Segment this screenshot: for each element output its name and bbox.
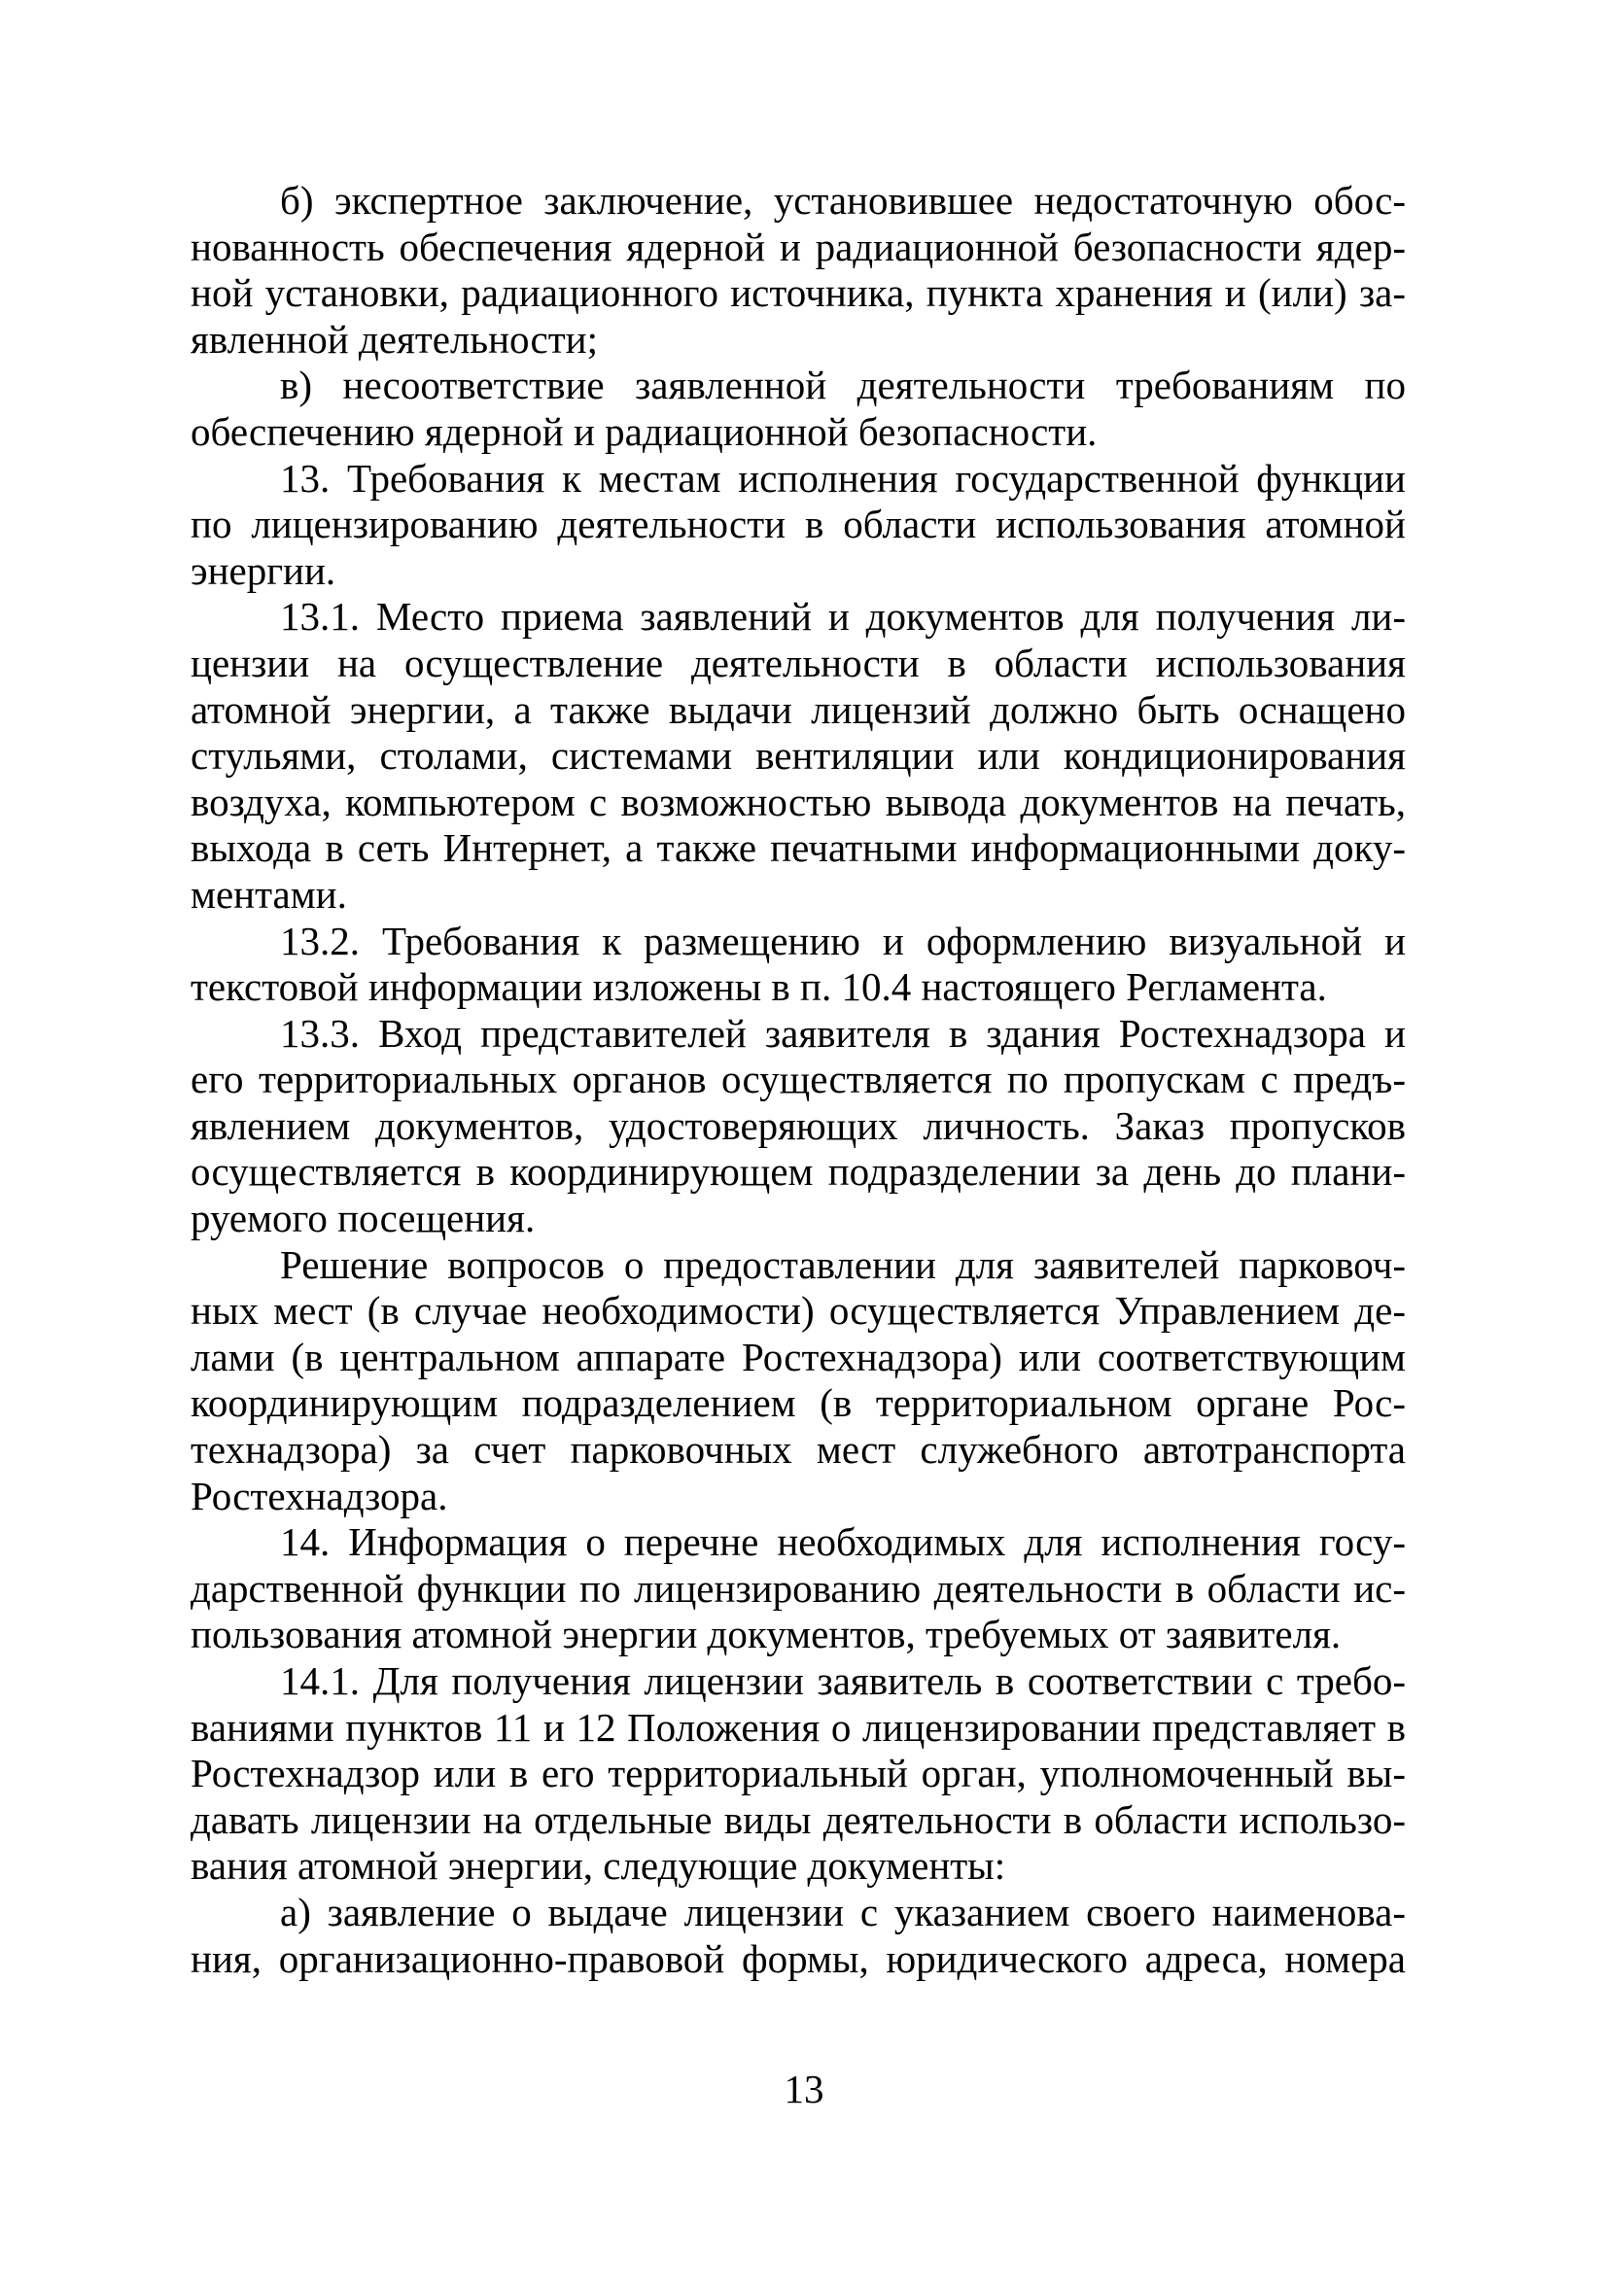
text-line: по лицензированию деятельности в области использования атомной <box>191 502 1406 547</box>
paragraph-v-nonconformity <box>191 363 1406 455</box>
text-line: 13. Требования к местам исполнения государственной функции <box>280 455 1406 501</box>
text-line: 14. Информация о перечне необходимых для исполнения госу- <box>280 1519 1406 1565</box>
text-line: пользования атомной энергии документов, требуемых от заявителя. <box>191 1612 1342 1657</box>
text-line: осуществляется в координирующем подразделении за день до плани- <box>191 1149 1406 1195</box>
paragraph-13-2-visual-info <box>191 919 1406 1011</box>
text-line: явленной деятельности; <box>191 316 599 362</box>
text-line: координирующим подразделением (в территориальном органе Рос- <box>191 1380 1406 1426</box>
text-line: выхода в сеть Интернет, а также печатными информационными доку- <box>191 825 1406 871</box>
page-number: 13 <box>784 2067 824 2111</box>
text-line: руемого посещения. <box>191 1196 536 1241</box>
paragraph-b-expert-conclusion <box>191 178 1406 363</box>
text-line: цензии на осуществление деятельности в области использования <box>191 640 1406 685</box>
text-line: обеспечению ядерной и радиационной безопасности. <box>191 408 1098 454</box>
paragraph-parking <box>191 1242 1406 1520</box>
text-line: ментами. <box>191 871 347 917</box>
text-line: Решение вопросов о предоставлении для заявителей парковоч- <box>280 1241 1406 1287</box>
paragraph-14-documents-info <box>191 1519 1406 1658</box>
paragraph-14-1-license-application <box>191 1658 1406 1890</box>
text-line: его территориальных органов осуществляется по пропускам с предъ- <box>191 1057 1406 1102</box>
text-line: ния, организационно-правовой формы, юридического адреса, номера <box>191 1935 1406 1981</box>
text-line: ных мест (в случае необходимости) осуществляется Управлением де- <box>191 1288 1406 1334</box>
text-line: Ростехнадзор или в его территориальный орган, уполномоченный вы- <box>191 1751 1406 1796</box>
text-line: текстовой информации изложены в п. 10.4 настоящего Регламента. <box>191 964 1327 1010</box>
text-line: нованность обеспечения ядерной и радиационной безопасности ядер- <box>191 224 1406 269</box>
text-line: атомной энергии, а также выдачи лицензий должно быть оснащено <box>191 686 1406 732</box>
paragraph-13-requirements <box>191 456 1406 595</box>
text-line: в) несоответствие заявленной деятельности требованиям по <box>280 363 1406 408</box>
text-line: б) экспертное заключение, установившее недостаточную обос- <box>280 178 1406 223</box>
text-line: а) заявление о выдаче лицензии с указанием своего наименова- <box>280 1889 1406 1934</box>
document-body <box>191 178 1406 1982</box>
text-line: 14.1. Для получения лицензии заявитель в соответствии с требо- <box>280 1658 1406 1703</box>
paragraph-13-1-reception-place <box>191 594 1406 918</box>
text-line: 13.3. Вход представителей заявителя в здания Ростехнадзора и <box>280 1010 1406 1056</box>
text-line: энергии. <box>191 547 336 593</box>
text-line: лами (в центральном аппарате Ростехнадзора) или соответствующим <box>191 1334 1406 1379</box>
text-line: вания атомной энергии, следующие документы: <box>191 1843 1006 1889</box>
text-line: стульями, столами, системами вентиляции или кондиционирования <box>191 733 1406 779</box>
text-line: Ростехнадзора. <box>191 1473 448 1518</box>
paragraph-a-application <box>191 1890 1406 1982</box>
text-line: 13.2. Требования к размещению и оформлению визуальной и <box>280 918 1406 963</box>
text-line: ной установки, радиационного источника, пункта хранения и (или) за- <box>191 270 1406 316</box>
text-line: технадзора) за счет парковочных мест служебного автотранспорта <box>191 1427 1406 1473</box>
text-line: ваниями пунктов 11 и 12 Положения о лицензировании представляет в <box>191 1704 1406 1750</box>
text-line: давать лицензии на отдельные виды деятельности в области использо- <box>191 1796 1406 1842</box>
text-line: воздуха, компьютером с возможностью вывода документов на печать, <box>191 779 1406 824</box>
text-line: дарственной функции по лицензированию деятельности в области ис- <box>191 1565 1406 1611</box>
paragraph-13-3-entry-passes <box>191 1011 1406 1242</box>
text-line: явлением документов, удостоверяющих личность. Заказ пропусков <box>191 1102 1406 1148</box>
text-line: 13.1. Место приема заявлений и документов для получения ли- <box>280 594 1406 640</box>
